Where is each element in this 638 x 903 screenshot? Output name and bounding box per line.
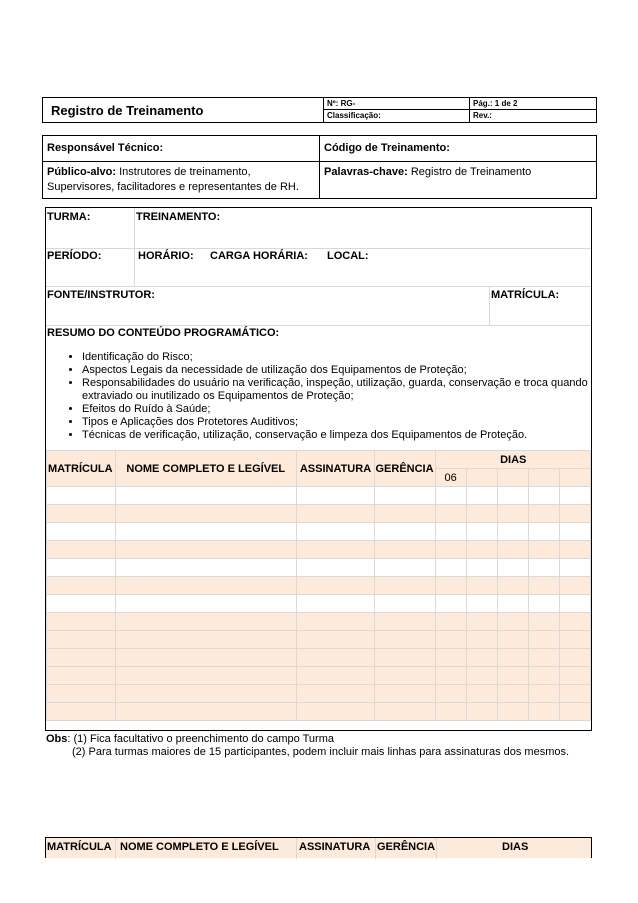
document-header [42, 97, 597, 123]
table-row[interactable] [47, 685, 591, 703]
palavras-value: Registro de Treinamento [410, 166, 532, 178]
carga-label: CARGA HORÁRIA: [210, 250, 308, 262]
col-nome: NOME COMPLETO E LEGÍVEL [115, 451, 296, 487]
list-item: • Técnicas de verificação, utilização, conservação e limpeza dos Equipamentos de Proteção. [82, 429, 622, 442]
revision: Rev.: [473, 111, 492, 120]
resumo-label: RESUMO DO CONTEÚDO PROGRAMÁTICO: [47, 327, 280, 339]
table-row[interactable] [47, 487, 591, 505]
footer-col-nome: NOME COMPLETO E LEGÍVEL [120, 841, 279, 853]
day-first: 06 [436, 469, 467, 487]
periodo-label: PERÍODO: [47, 250, 102, 262]
row-divider [46, 286, 591, 287]
table-row[interactable] [47, 649, 591, 667]
treinamento-label: TREINAMENTO: [136, 211, 221, 223]
col-matricula: MATRÍCULA [47, 451, 116, 487]
local-label: LOCAL: [327, 250, 369, 262]
training-form [45, 207, 592, 731]
table-row[interactable] [47, 541, 591, 559]
matricula-label: MATRÍCULA: [491, 289, 560, 301]
table-row[interactable] [47, 559, 591, 577]
horario-label: HORÁRIO: [138, 250, 194, 262]
col-divider [489, 286, 490, 325]
info-table [42, 135, 597, 199]
footer-table-header [45, 837, 592, 858]
table-row[interactable] [47, 667, 591, 685]
table-row[interactable] [47, 595, 591, 613]
publico-label: Público-alvo: [47, 166, 117, 178]
row-divider [46, 325, 591, 326]
footer-col-dias: DIAS [502, 841, 529, 853]
col-dias: DIAS [436, 451, 591, 469]
col-assinatura: ASSINATURA [296, 451, 375, 487]
row-divider [46, 248, 591, 249]
col-gerencia: GERÊNCIA [375, 451, 436, 487]
palavras-label: Palavras-chave: [324, 166, 408, 178]
codigo-label: Código de Treinamento: [324, 142, 450, 154]
content-list [46, 351, 622, 442]
attendance-table [46, 450, 591, 721]
responsavel-label: Responsável Técnico: [47, 142, 164, 154]
table-row[interactable] [47, 613, 591, 631]
footer-col-assinatura: ASSINATURA [299, 841, 371, 853]
fonte-label: FONTE/INSTRUTOR: [47, 289, 155, 301]
obs-line-1: : (1) Fica facultativo o preenchimento do campo Turma [67, 733, 334, 745]
list-item: • Aspectos Legais da necessidade de utilização dos Equipamentos de Proteção; [82, 364, 622, 377]
col-divider [134, 208, 135, 286]
document-title: Registro de Treinamento [51, 103, 204, 118]
header-divider [323, 109, 596, 110]
page-number: Pág.: 1 de 2 [473, 99, 518, 108]
list-item: • Identificação do Risco; [82, 351, 622, 364]
list-item: • Responsabilidades do usuário na verificação, inspeção, utilização, guarda, conservação e troca quando extraviado ou inutilizado os Equipamentos de Proteção; [82, 377, 622, 403]
table-row[interactable] [47, 505, 591, 523]
table-row[interactable] [47, 577, 591, 595]
list-item: • Efeitos do Ruído à Saúde; [82, 403, 622, 416]
footer-col-matricula: MATRÍCULA [47, 841, 112, 853]
header-divider [323, 98, 324, 122]
table-row[interactable] [47, 631, 591, 649]
doc-number: Nº: RG- [327, 99, 356, 108]
footer-col-gerencia: GERÊNCIA [377, 841, 436, 853]
list-item: • Tipos e Aplicações dos Protetores Auditivos; [82, 416, 622, 429]
turma-label: TURMA: [47, 211, 91, 223]
publico-value: Instrutores de treinamento, Supervisores, facilitadores e representantes de RH. [47, 166, 299, 193]
obs-line-2: (2) Para turmas maiores de 15 participantes, podem incluir mais linhas para assinaturas dos mesmos. [72, 746, 570, 758]
observations [46, 733, 569, 759]
classification: Classificação: [327, 111, 381, 120]
header-divider [469, 98, 470, 122]
table-row[interactable] [47, 523, 591, 541]
table-row[interactable] [47, 703, 591, 721]
obs-label: Obs [46, 733, 68, 745]
